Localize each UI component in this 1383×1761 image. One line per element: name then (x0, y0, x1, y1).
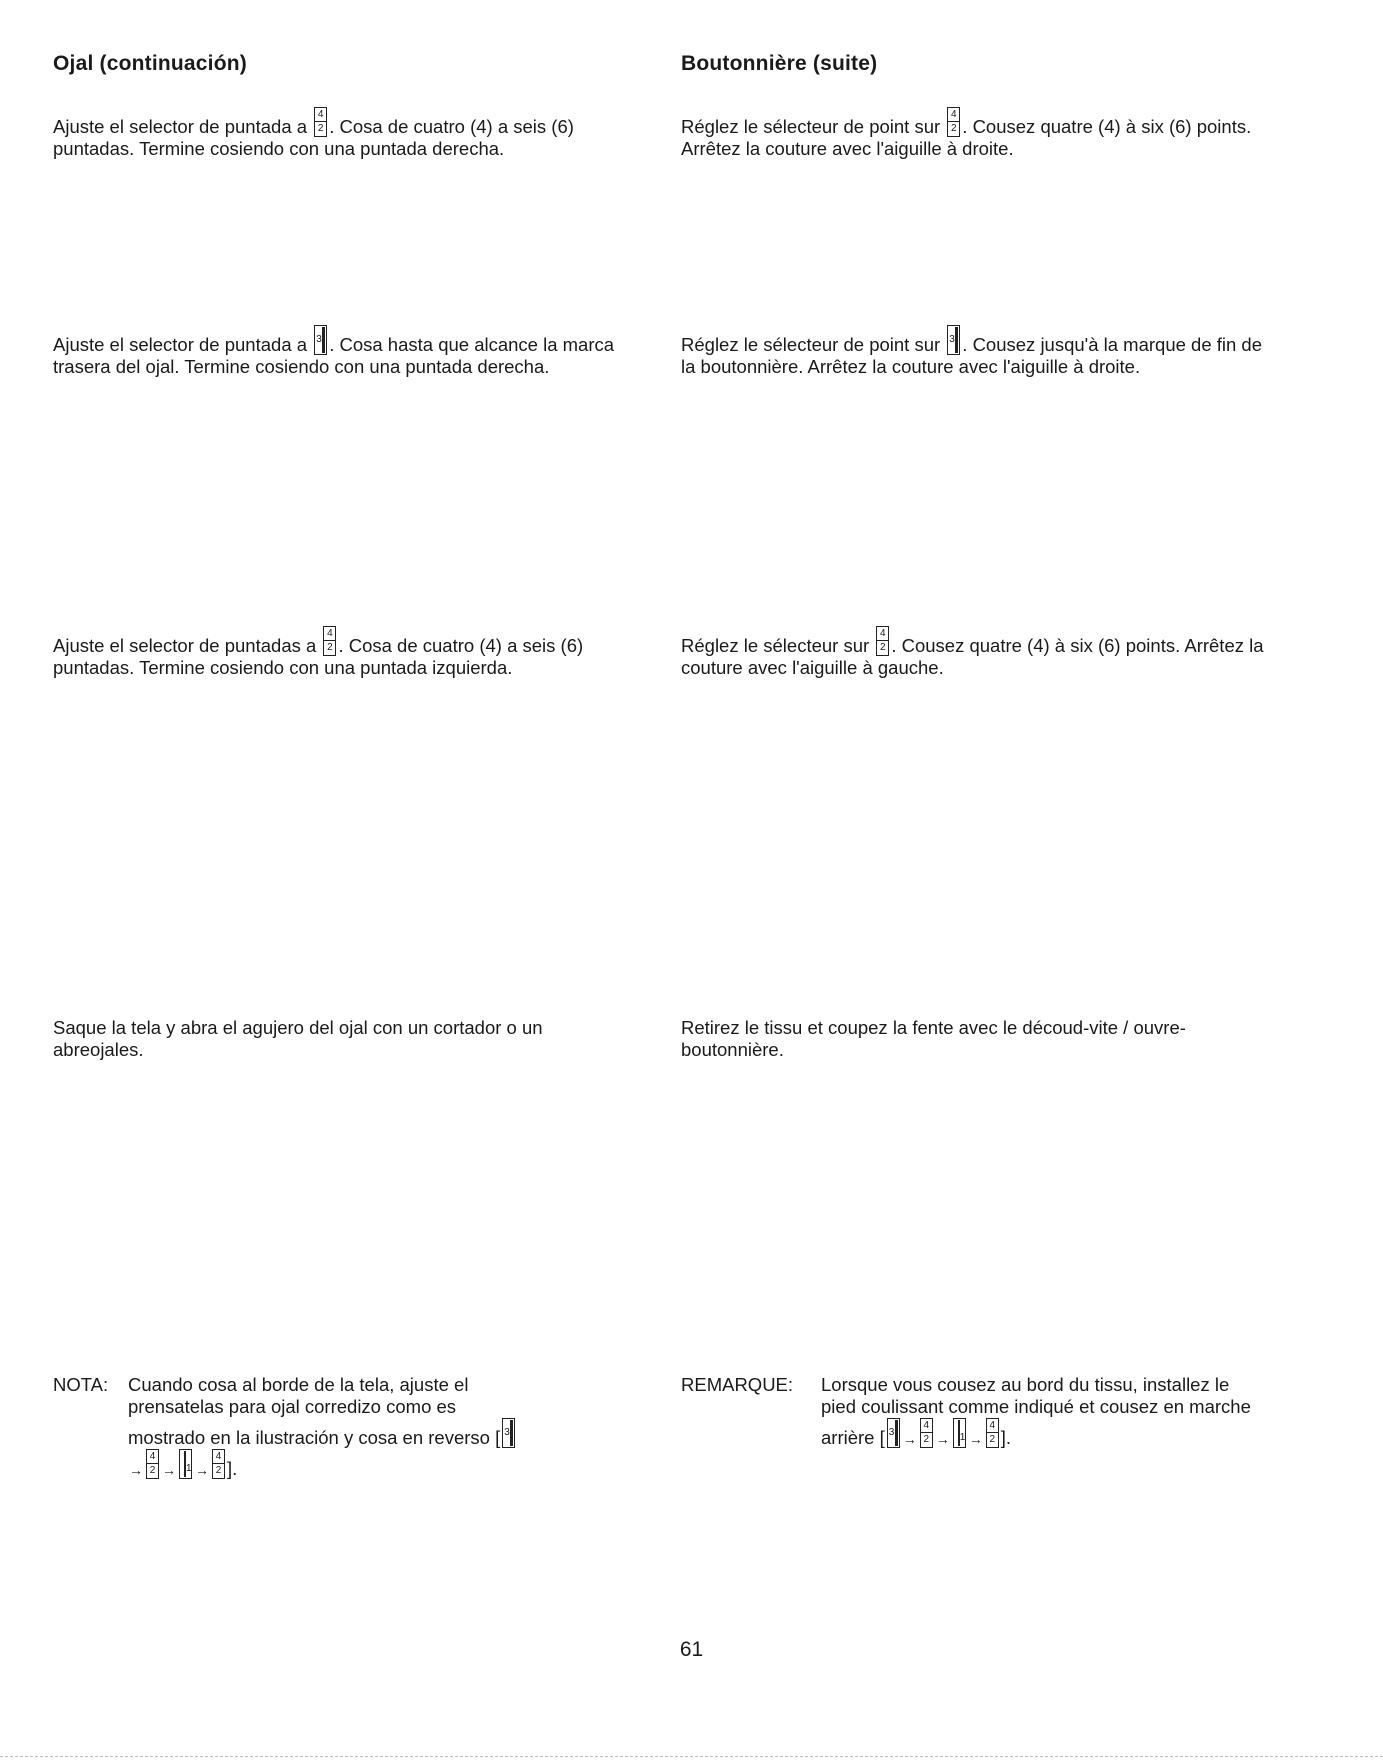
stitch-42-icon: $\frac{4}{2}$ (947, 107, 960, 137)
paragraph-es-3 (53, 626, 638, 679)
heading-spanish: Ojal (continuación) (53, 52, 247, 75)
paragraph-es-4: Saque la tela y abra el agujero del ojal con un cortador o un abreojales. (53, 1017, 543, 1060)
note-label: NOTA: (53, 1374, 109, 1395)
note-tail: et cousez en marche arrière (821, 1396, 1251, 1448)
stitch-3-icon: 3 (502, 1418, 515, 1448)
stitch-1-icon: 1 (179, 1449, 192, 1479)
arrow-icon: → (968, 1431, 983, 1447)
note-label: REMARQUE: (681, 1374, 794, 1395)
note-fr (681, 1374, 1321, 1474)
stitch-42-icon: $\frac{4}{2}$ (314, 107, 327, 137)
text: . Cousez jusqu'à la marque de fin de la boutonnière. Arrêtez la couture avec l'aiguille à droite. (681, 334, 1263, 377)
text: Réglez le sélecteur de point sur (681, 334, 941, 355)
paragraph-fr-4: Retirez le tissu et coupez la fente avec le découd-vite / ouvre-boutonnière. (681, 1017, 1186, 1060)
text: Ajuste el selector de puntada a (53, 334, 308, 355)
paragraph-fr-2 (681, 325, 1266, 378)
stitch-3-icon: 3 (887, 1418, 900, 1448)
stitch-42-icon: $\frac{4}{2}$ (146, 1449, 159, 1479)
text: . Cosa de cuatro (4) a seis (6) puntadas. Termine cosiendo con una puntada derecha. (53, 116, 574, 159)
paragraph-es-2 (53, 325, 638, 378)
arrow-icon: → (162, 1462, 176, 1478)
paragraph-es-1 (53, 107, 638, 160)
stitch-42-icon: $\frac{4}{2}$ (212, 1449, 225, 1479)
paragraph-fr-3 (681, 626, 1266, 679)
note-es (53, 1374, 653, 1479)
stitch-42-icon: $\frac{4}{2}$ (876, 626, 889, 656)
text: Réglez le sélecteur sur (681, 635, 870, 656)
stitch-42-icon: $\frac{4}{2}$ (920, 1418, 933, 1448)
arrow-icon: → (935, 1431, 950, 1447)
note-tail: reverso (428, 1427, 490, 1448)
text: . Cosa de cuatro (4) a seis (6) puntadas. Termine cosiendo con una puntada izquierda. (53, 635, 584, 678)
arrow-icon: → (902, 1431, 917, 1447)
text: . Cousez quatre (4) à six (6) points. Arrêtez la couture avec l'aiguille à gauche. (681, 635, 1264, 678)
text: Ajuste el selector de puntada a (53, 116, 308, 137)
stitch-3-icon: 3 (947, 325, 960, 355)
bottom-divider (0, 1756, 1383, 1757)
note-body: Cuando cosa al borde de la tela, ajuste el prensatelas para ojal corredizo como es mostrado en la ilustración y cosa en reverso [ 3 → $\frac{4}{2}$ → 1 → $\frac{4}{2}$ ]. (128, 1374, 528, 1481)
note-text: Cuando cosa al borde de la tela, ajuste el prensatelas para ojal corredizo como es mostrado en la ilustración y cosa en (128, 1374, 469, 1448)
stitch-1-icon: 1 (953, 1418, 966, 1448)
text: Réglez le sélecteur de point sur (681, 116, 941, 137)
stitch-42-icon: $\frac{4}{2}$ (323, 626, 336, 656)
note-text: Lorsque vous cousez au bord du tissu, installez le pied coulissant comme indiqué (821, 1374, 1230, 1417)
page-number: 61 (679, 1638, 704, 1661)
note-body: Lorsque vous cousez au bord du tissu, installez le pied coulissant comme indiqué et cousez en marche arrière [ 3 → $\frac{4}{2}$ → 1 → $\frac{4}{2}$ ]. (821, 1374, 1251, 1448)
arrow-icon: → (195, 1462, 209, 1478)
arrow-icon: → (129, 1462, 143, 1478)
text: . Cousez quatre (4) à six (6) points. Arrêtez la couture avec l'aiguille à droite. (681, 116, 1252, 159)
text: . Cosa hasta que alcance la marca trasera del ojal. Termine cosiendo con una puntada derecha. (53, 334, 615, 377)
stitch-3-icon: 3 (314, 325, 327, 355)
paragraph-fr-1 (681, 107, 1266, 160)
text: Ajuste el selector de puntadas a (53, 635, 317, 656)
heading-french: Boutonnière (suite) (681, 52, 878, 75)
stitch-42-icon: $\frac{4}{2}$ (986, 1418, 999, 1448)
